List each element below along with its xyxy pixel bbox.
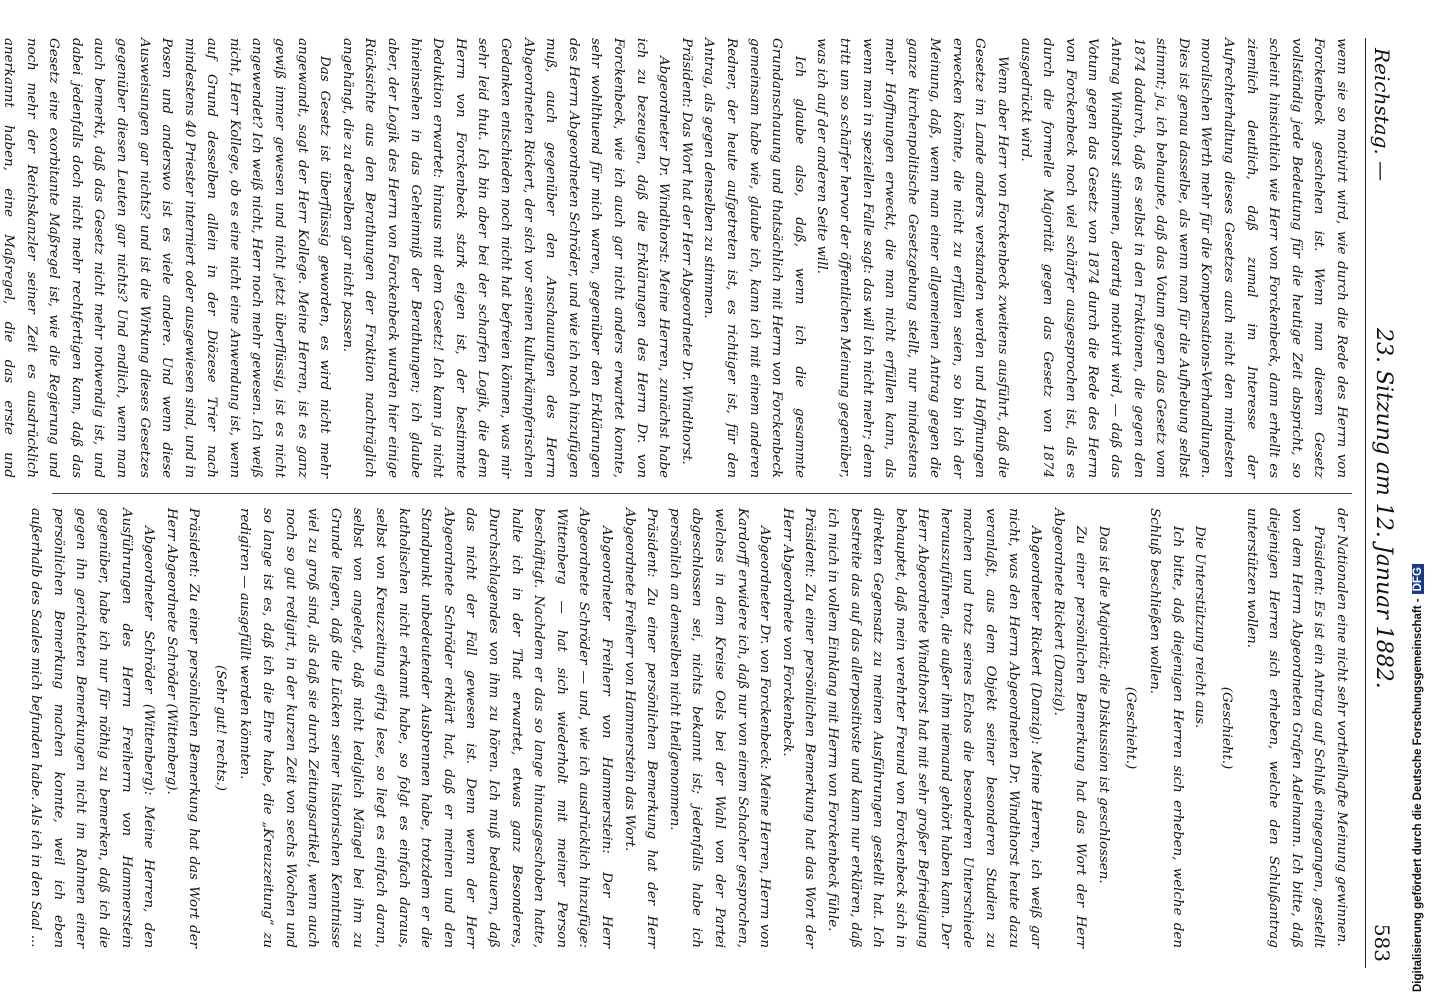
header-left: Reichstag. — (1370, 48, 1394, 182)
paragraph: Ich bitte, daß diejenigen Herren sich erheben, welche den Schluß beschließen wollen. (1147, 508, 1185, 948)
paragraph: Das Gesetz ist überflüssig geworden, es wird nicht mehr angewandt, sagt der Herr Kollege. Meine Herren, ist es ganz gewiß immer gewesen und nicht jetzt überflüssig, ist es nicht angewendet? Ich weiß nicht, Herr noch mehr gewesen. Ich weiß nicht, Herr Kollege, ob es eine nicht eine Anwendung ist, wenn auf Grund desselben allein in der Diözese Trier nach mindestens 40 Priester interniert oder ausgewiesen sind, und in Posen und anderswo ist es viele andere. Und wenn diese Ausweisungen gar nichts? und ist die Wirkung dieses Gesetzes gegenüber diesen Leuten gar nichts? Und endlich, wenn man auch bemerkt, daß das Gesetz nicht mehr notwendig ist, und dabei jedenfalls doch nicht mehr rechtfertigen kann, daß das Gesetz eine exorbitante Maßregel ist, wie die Regierung und noch mehr der Reichskanzler seiner Zeit es ausdrücklich anerkannt haben, eine Maßregel, die das erste und (0, 38, 333, 478)
paragraph: Die Unterstützung reicht aus. (1192, 526, 1208, 729)
paragraph: Ich glaube also, daß, wenn ich die gesammte Grundanschauung und thatsächlich mit Herrn von Forckenbeck gemeinsam habe wie, glaube ich, kann ich mit einem anderen Redner, der heute aufgetreten ist, es richtiger ist, für den Antrag, als gegen denselben zu stimmen. (701, 38, 807, 478)
paragraph: Abgeordneter Schröder (Wittenberg): Meine Herren, den Ausführungen des Herrn Freiherrn von Hammerstein gegenüber, habe ich nur für nöthig zu bemerken, daß ich die gegen ihn gerichteten Bemerkungen nicht im Rahmen einer persönlichen Bemerkung machen konnte, weil ich eben außerhalb des Saales mich befunden habe. Als ich in den Saal ... (28, 508, 157, 948)
paragraph: Das ist die Majorität; die Diskussion ist geschlossen. (1096, 526, 1112, 884)
page-header (1365, 38, 1400, 968)
paragraph: wenn sie so motivirt wird, wie durch die Rede des Herrn von Forckenbeck geschehen ist. Wenn man diesem Gesetz vollständig jede Bedeutung für die heutige Zeit abspricht, so scheint hinsichtlich wie Herr von Forckenbeck, dann erhellt es ziemlich deutlich, daß zumal im Interesse der Aufrechterhaltung dieses Gesetzes auch nicht den mindesten moralischen Werth mehr für die Kompensations-Verhandlungen. Dies ist genau dasselbe, als wenn man für die Aufhebung selbst stimmt; ja, ich behaupte, daß das Votum gegen das Gesetz vom 1874 dadurch, daß es selbst in den Fraktionen, die gegen den Antrag Windthorst stimmen, derartig motivirt wird, — daß das Votum gegen das Gesetz von 1874 durch die Rede des Herrn von Forckenbeck noch viel schärfer ausgesprochen ist, als es durch die formelle Majorität gegen das Gesetz von 1874 ausgedrückt wird. (1017, 38, 1349, 478)
paragraph: Präsident: Es ist ein Antrag auf Schluß eingegangen, gestellt von dem Herrn Abgeordneten Grafen Adelmann. Ich bitte, daß diejenigen Herren sich erheben, welche den Schlußantrag unterstützen wollen. (1243, 508, 1327, 948)
dfg-logo: DFG (1412, 564, 1424, 594)
stage-direction: (Geschieht.) (1122, 686, 1138, 770)
paragraph: Präsident: Zu einer persönlichen Bemerkung hat das Wort der Herr Abgeordnete von Forckenbeck. (779, 508, 818, 948)
paragraph: Wenn aber Herr von Forckenbeck zweitens ausführt, daß die Gesetze im Lande anders verstanden werden und Hoffnungen erwecken könnte, die nicht zu erfüllen seien, so bin ich der Meinung, daß, wenn man einer allgemeinen Antrag gegen die ganze kirchenpolitische Gesetzgebung stellt, nur mindestens mehr Hoffnungen erweckt, die man nicht erfüllen kann, als wenn man in speziellen Falle sagt: das will ich nicht mehr; denn tritt um so schärfer hervor der öffentlichen Meinung gegenüber, was ich auf der anderen Seite will. (814, 38, 1011, 478)
paragraph: Abgeordneter Dr. von Forckenbeck: Meine Herren, Herrn von Kardorff erwidere ich, daß nur von einem Schacher gesprochen, welches in dem Kreise Oels bei der Wahl von der Partei abgeschlossen sei, nichts bekannt ist; jedenfalls habe ich persönlich an demselben nicht theilgenommen. (666, 508, 773, 948)
paragraph: Abgeordneter Dr. Windthorst: Meine Herren, zunächst habe ich zu bezeugen, daß die Erklärungen des Herrn Dr. von Forckenbeck, wie ich auch gar nicht anders erwartet konnte, sehr wohlthuend für mich waren, gegenüber den Erklärungen des Herrn Abgeordneten Schröder, und wie ich noch hinzufügen muß, auch gegenüber den Anschauungen des Herrn Abgeordneten Rickert, der sich vor seinen kulturkämpferischen Gedanken entschieden noch nicht hat befreien können, was mir sehr leid thut. Ich bin aber bei der scharfen Logik, die dem Herrn von Forckenbeck stark eigen ist, der bestimmte Deduktion erwartet: hinaus mit dem Gesetz! Ich kann ja nicht hineinsehen in das Geheimniß der Berathungen; ich glaube aber, der Logik des Herrn von Forckenbeck wurden hier einige Rücksichte aus den Berathungen der Fraktion nachträglich angehängt, die zu derselben gar nicht passen. (339, 38, 672, 478)
stage-direction: (Sehr gut! rechts.) (212, 664, 228, 791)
paragraph: Zu einer persönlichen Bemerkung hat das Wort der Herr Abgeordnete Rickert (Danzig). (1050, 508, 1089, 948)
paragraph: Abgeordneter Rickert (Danzig): Meine Herren, ich weiß gar nicht, was den Herrn Abgeordneten Dr. Windthorst heute dazu veranlaßt, aus dem Objekt seiner besonderen Studien zu machen und trotz seines Echos die besonderen Unterschiede herauszuführen, die außer ihm niemand gehört haben kann. Der Herr Abgeordnete Windthorst hat mit sehr großer Befriedigung behauptet, daß mein verehrter Freund von Forckenbeck sich in direkten Gegensatz zu meinen Ausführungen gestellt hat. Ich bestreite das auf das allerpositivste und kann nur erklären, daß ich mich in vollem Einklang mit Herrn von Forckenbeck fühle. (824, 508, 1044, 948)
digitization-credit (1412, 564, 1424, 992)
page-number: 583 (1370, 923, 1394, 962)
paragraph: Präsident: Das Wort hat der Herr Abgeordnete Dr. Windthorst. (678, 38, 694, 465)
stage-direction: (Geschieht.) (1219, 686, 1235, 770)
column-divider (52, 493, 1352, 494)
rotated-page (0, 38, 1400, 968)
paragraph: Präsident: Zu einer persönlichen Bemerkung hat der Herr Abgeordnete Freiherr von Hammerstein das Wort. (621, 508, 660, 948)
paragraph: der Nationalen eine nicht sehr vortheilhafte Meinung gewinnen. (1334, 508, 1349, 947)
left-column (0, 38, 1352, 478)
paragraph: Abgeordneter Freiherr von Hammerstein: Der Herr Abgeordnete Schröder — und, wie ich ausdrücklich hinzufüge: Wittenberg — hat sich wiederholt mit meiner Person beschäftigt. Nachdem er das so lange hinausgeschoben hatte, halte ich in der That erwartet, etwas ganz Besonderes, Durchschlagendes von ihm zu hören. Ich muß bedauern, daß das nicht der Fall gewesen ist. Denn wenn der Herr Abgeordnete Schröder erklärt hat, daß er meinen und den Standpunkt unbedeutender Ausbrennen habe, trotzdem er die katholischen nicht erkannt habe, so folgt es einfach daraus, selbst von Kreuzzeitung eifrig lese, so liegt es einfach daran, selbst von angelegt, daß nicht lediglich Mängel bei ihm zu Grunde liegen, daß die Lücken seiner historischen Kenntnisse viel zu groß sind, als daß sie durch Zeitungsartikel, wenn auch noch so gut redigirt, in der kurzen Zeit von sechs Wochen und so lange ist es, daß ich die Ehre habe, die „Kreuzzeitung“ zu redigiren — ausgefüllt werden könnten. (237, 508, 614, 948)
paragraph: Präsident: Zu einer persönlichen Bemerkung hat das Wort der Herr Abgeordnete Schröder (Wittenberg). (163, 508, 202, 948)
header-title: 23. Sitzung am 12. Januar 1882. (1371, 328, 1396, 689)
credit-text: Digitalisierung gefördert durch die Deutsche Forschungsgemeinschaft - (1412, 598, 1424, 992)
right-column (24, 508, 1352, 948)
